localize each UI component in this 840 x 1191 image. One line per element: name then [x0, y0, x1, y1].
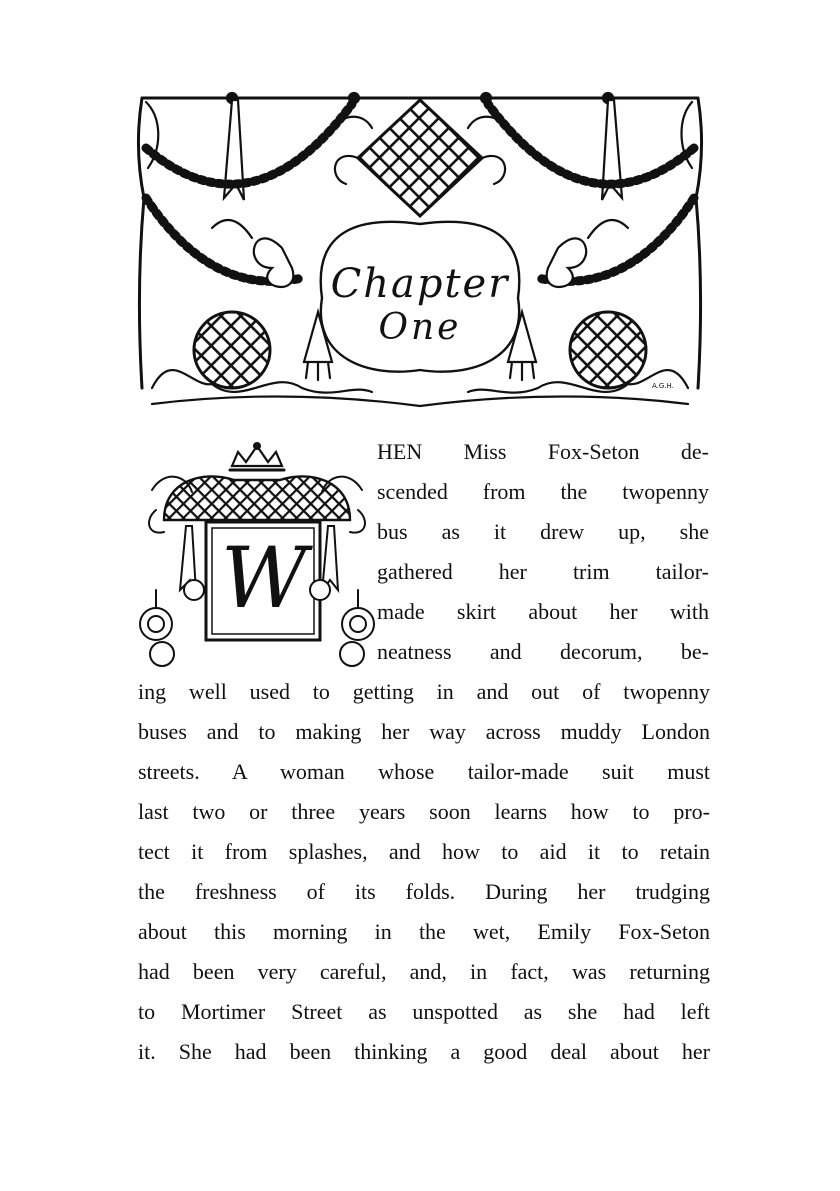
text-line: neatness and decorum, be-	[377, 639, 709, 664]
text-line: last two or three years soon learns how to pro-	[138, 799, 710, 824]
text-line: made skirt about her with	[377, 599, 709, 624]
text-line: streets. A woman whose tailor-made suit must	[138, 759, 710, 784]
text-line: to Mortimer Street as unspotted as she had left	[138, 999, 710, 1024]
chapter-number-word: One	[378, 307, 462, 348]
text-line: scended from the twopenny	[377, 479, 709, 504]
text-line: gathered her trim tailor-	[377, 559, 709, 584]
text-line: ing well used to getting in and out of twopenny	[138, 679, 710, 704]
chapter-heading-word: Chapter	[330, 261, 510, 307]
text-line: the freshness of its folds. During her trudging	[138, 879, 710, 904]
dropcap-letter: W	[220, 529, 308, 627]
chapter-header-ornament	[132, 88, 708, 414]
text-line: HEN Miss Fox-Seton de-	[377, 439, 709, 464]
text-line: had been very careful, and, in fact, was returning	[138, 959, 710, 984]
text-line: bus as it drew up, she	[377, 519, 709, 544]
text-line: about this morning in the wet, Emily Fox-Seton	[138, 919, 710, 944]
text-line: tect it from splashes, and how to aid it to retain	[138, 839, 710, 864]
text-line: buses and to making her way across muddy London	[138, 719, 710, 744]
chapter-heading	[305, 262, 535, 350]
svg-text:A.G.H.: A.G.H.	[652, 382, 674, 390]
text-line: it. She had been thinking a good deal about her	[138, 1039, 710, 1064]
